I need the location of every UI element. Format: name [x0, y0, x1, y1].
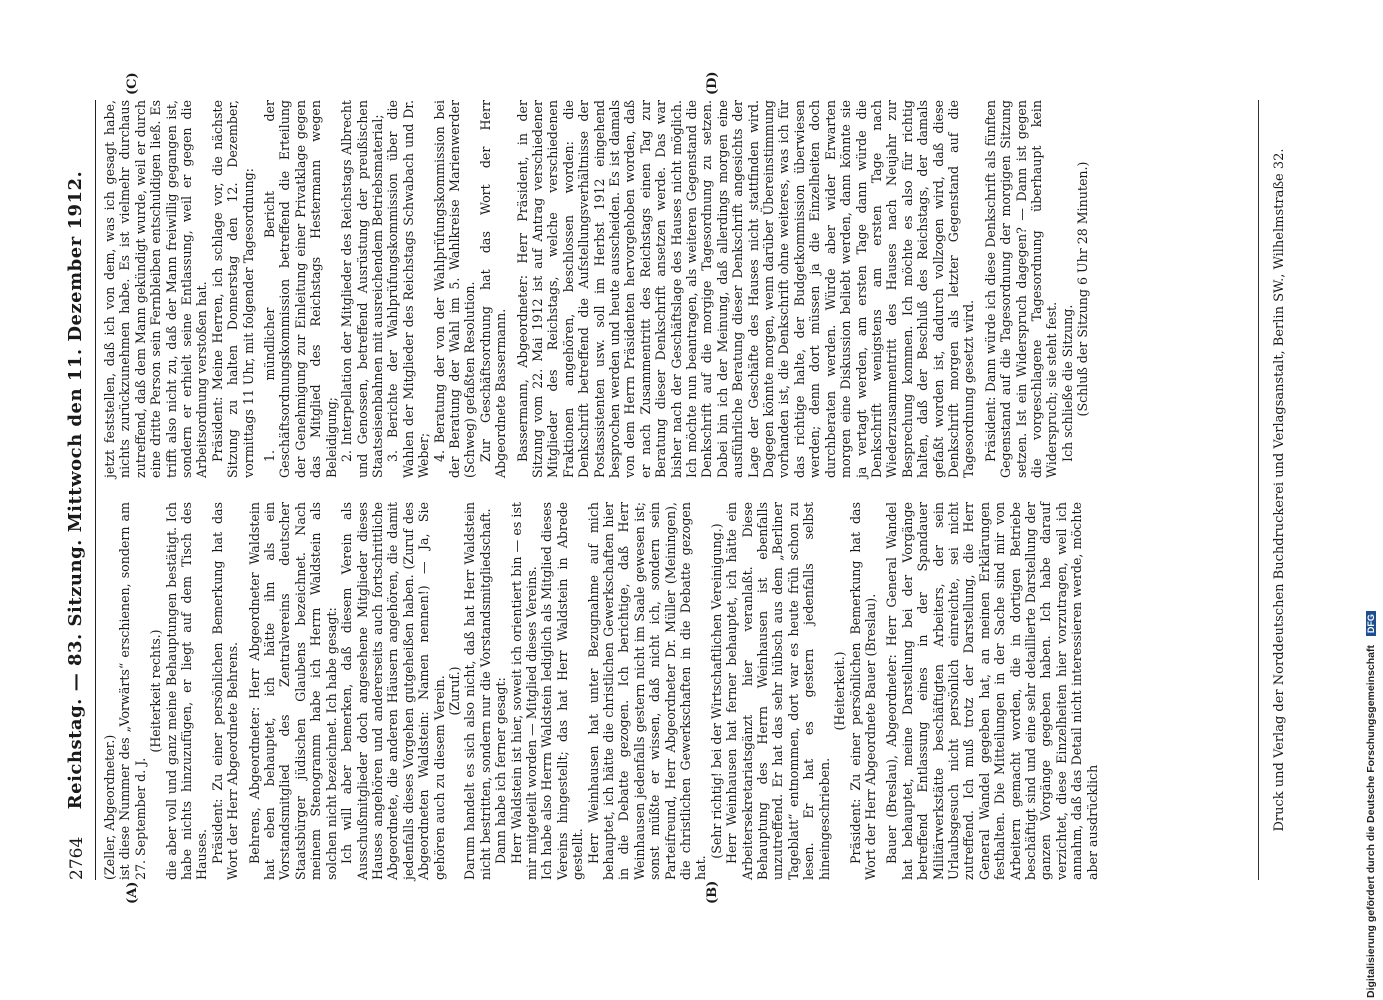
page-header	[65, 100, 96, 880]
digitization-credit	[1365, 8, 1383, 998]
paragraph: Zur Geschäftsordnung hat das Wort der Herr Abgeordnete Bassermann.	[477, 100, 509, 478]
paragraph: die aber voll und ganz meine Behauptungen bestätigt. Ich habe nichts hinzuzufügen, er liegt auf dem Tisch des Hauses.	[163, 502, 210, 880]
paragraph: Behrens, Abgeordneter: Herr Abgeordneter Waldstein hat eben behauptet, ich hätte ihn als ein Vorstandsmitglied des Zentralvereins deutscher Staatsbürger jüdischen Glaubens bezeichnet. Nach meinem Stenogramm habe ich Herrn Waldstein als solchen nicht bezeichnet. Ich habe gesagt:	[246, 502, 339, 880]
paragraph: 4. Beratung der von der Wahlprüfungskommission bei der Beratung der Wahl im 5. Wahlkreise Marienwerder (Schweg) gefaßten Resolution.	[431, 100, 478, 478]
paragraph: Darum handelt es sich also nicht, daß hat Herr Waldstein nicht bestritten, sondern nur die Vorstandsmitgliedschaft.	[462, 502, 493, 880]
paragraph: (Heiterkeit.)	[832, 651, 848, 731]
paragraph: Herr Weinhausen hat unter Bezugnahme auf mich behauptet, ich hätte die christlichen Gewerkschaften hier in die Debatte gezogen. Ich berichtige, daß Herr Weinhausen jedenfalls gestern nicht im Saale gewesen ist; sonst müßte er wissen, daß nicht ich, sondern sein Parteifreund, Herr Abgeordneter Dr. Müller (Meiningen), die christlichen Gewerkschaften in die Debatte gezogen hat.	[585, 502, 709, 880]
left-text-column	[102, 502, 1100, 880]
paragraph: (Heiterkeit rechts.)	[148, 629, 164, 753]
footer-rule	[1258, 100, 1259, 880]
paragraph: Präsident: Zu einer persönlichen Bemerkung hat das Wort der Herr Abgeordnete Behrens.	[209, 502, 241, 880]
paragraph: Ich schließe die Sitzung.	[1059, 304, 1075, 462]
paragraph: Ich will aber bemerken, daß diesem Verein als Ausschußmitglieder doch angesehene Mitglieder dieses Hauses angehören und andererseits auch fortschrittliche Abgeordnete, die anderen Häusern angehören, die damit jedenfalls dieses Vorgehen gutgeheißen haben. (Zuruf des Abgeordneten Waldstein: Namen nennen!) — Ja, Sie gehören auch zu diesem Verein.	[339, 502, 447, 880]
margin-label-a: (A)	[125, 881, 140, 904]
right-text-column	[102, 100, 1091, 478]
credit-text: Digitalisierung gefördert durch die Deutsche Forschungsgemeinschaft	[1365, 645, 1377, 998]
margin-label-b: (B)	[705, 880, 720, 904]
paragraph: Präsident: Dann würde ich diese Denkschrift als fünften Gegenstand auf die Tagesordnung der morgigen Sitzung setzen. Ist ein Widerspruch dagegen? — Dann ist gegen die vorgeschlagene Tagesordnung überhaupt kein Widerspruch; sie steht fest.	[982, 100, 1060, 478]
paragraph: Bauer (Breslau), Abgeordneter: Herr General Wandel hat behauptet, meine Darstellung bei der Vorgänge betreffend Entlassung eines in der Spandauer Militärwerkstätte beschäftigten Arbeiters, der sein Urlaubsgesuch nicht persönlich einreichte, sei nicht zutreffend. Ich muß trotz der Darstellung, die Herr General Wandel gegeben hat, an meinen Erklärungen festhalten. Die Mitteilungen in der Sache sind mir von Arbeitern gemacht worden, die in dortigen Betriebe beschäftigt sind und eine sehr detaillierte Darstellung der ganzen Vorgänge gegeben haben. Ich habe darauf verzichtet, diese Einzelheiten hier vorzutragen, weil ich annahm, daß das Detail nicht interessieren werde, möchte aber ausdrücklich	[884, 502, 1100, 880]
page-number: 2764	[67, 836, 87, 880]
page-title: Reichstag. — 83. Sitzung. Mittwoch den 11. Dezember 1912.	[65, 170, 86, 810]
paragraph: 2. Interpellation der Mitglieder des Reichstags Albrecht und Genossen, betreffend Ausrüstung der preußischen Staatseisenbahnen mit ausreichendem Betriebsmaterial;	[339, 100, 385, 478]
paragraph: 3. Berichte der Wahlprüfungskommission über die Wahlen der Mitglieder des Reichstags Schwabach und Dr. Weber;	[385, 100, 432, 478]
paragraph: Herr Weinhausen hat ferner behauptet, ich hätte ein Arbeitersekretariatsgänzt hier veranlaßt. Diese Behauptung des Herrn Weinhausen ist ebenfalls unzutreffend. Er hat das sehr hübsch aus dem „Berliner Tageblatt“ entnommen, dort war es heute früh schon zu lesen. Er hat es gestern jedenfalls selbst hineingeschrieben.	[724, 502, 832, 880]
paragraph: Dann habe ich ferner gesagt:	[493, 677, 509, 864]
paragraph: jetzt feststellen, daß ich von dem, was ich gesagt habe, nichts zurückzunehmen habe. Es ist vielmehr durchaus zutreffend, daß dem Mann gekündigt wurde, weil er durch eine dritte Person sein Fernbleiben entschuldigen ließ. Es trifft also nicht zu, daß der Mann freiwillig gegangen ist, sondern er erhielt seine Entlassung, weil er gegen die Arbeitsordnung verstoßen hat.	[102, 100, 210, 478]
margin-label-c: (C)	[125, 72, 140, 95]
paragraph: ist diese Nummer des „Vorwärts“ erschienen, sondern am 27. September d. J.	[117, 502, 148, 880]
paragraph: Präsident: Meine Herren, ich schlage vor, die nächste Sitzung zu halten Donnerstag den 12. Dezember, vormittags 11 Uhr, mit folgender Tagesordnung:	[209, 100, 256, 478]
dfg-logo: DFG	[1366, 611, 1376, 636]
paragraph: Präsident: Zu einer persönlichen Bemerkung hat das Wort der Herr Abgeordnete Bauer (Breslau).	[847, 502, 878, 880]
paragraph: (Zeller, Abgeordneter.)	[102, 734, 117, 880]
paragraph: (Sehr richtig! bei der Wirtschaftlichen Vereinigung.)	[708, 523, 724, 859]
paragraph: (Zuruf.)	[446, 666, 462, 716]
paragraph: Ich habe also Herrn Waldstein lediglich als Mitglied dieses Vereins hingestellt; das hat Herr Waldstein in Abrede gestellt.	[539, 502, 586, 880]
paragraph: Herr Waldstein ist hier, soweit ich orientiert bin — es ist mir mitgeteilt worden — Mitglied dieses Vereins.	[508, 502, 539, 880]
paragraph: (Schluß der Sitzung 6 Uhr 28 Minuten.)	[1075, 161, 1091, 417]
paragraph: 1. mündlicher Bericht der Geschäftsordnungskommission betreffend die Erteilung der Genehmigung zur Einleitung einer Privatklage gegen das Mitglied des Reichstags Hestermann wegen Beleidigung;	[262, 100, 339, 478]
margin-label-d: (D)	[705, 71, 720, 95]
paragraph: Bassermann, Abgeordneter: Herr Präsident, in der Sitzung vom 22. Mai 1912 ist auf Antrag verschiedener Mitglieder des Reichstags, welche verschiedenen Fraktionen angehören, beschlossen worden: die Denkschrift betreffend die Aufstellungsverhältnisse der Postassistenten usw. soll im Herbst 1912 eingehend besprochen werden und heute ausscheiden. Es ist damals von dem Herrn Präsidenten hervorgehoben worden, daß er nach Zusammentritt des Reichstags einen Tag zur Beratung dieser Denkschrift ansetzen werde. Das war bisher nach der Geschäftslage des Hauses nicht möglich. Ich möchte nun beantragen, als weiteren Gegenstand die Denkschrift auf die morgige Tagesordnung zu setzen. Dabei bin ich der Meinung, daß allerdings morgen eine ausführliche Beratung dieser Denkschrift angesichts der Lage der Geschäfte des Hauses nicht stattfinden wird. Dagegen könnte morgen, wenn darüber Übereinstimmung vorhanden ist, die Denkschrift ohne weiteres, was ich für das richtige halte, der Budgetkommission überwiesen werden; denn dort müssen ja die Einzelheiten doch durchberaten werden. Würde aber wider Erwarten morgen eine Diskussion beliebt werden, dann könnte sie ja vertagt werden, am ersten Tage dann würde die Denkschrift wenigstens am ersten Tage nach Wiederzusammentritt des Hauses nach Neujahr zur Besprechung kommen. Ich möchte es also für richtig halten, daß der Beschluß des Reichstags, der damals gefaßt worden ist, dadurch vollzogen wird, daß diese Denkschrift morgen als letzter Gegenstand auf die Tagesordnung gesetzt wird.	[514, 100, 977, 478]
imprint-footer: Druck und Verlag der Norddeutschen Buchdruckerei und Verlagsanstalt, Berlin SW., Wilhelmstraße 32.	[1272, 148, 1287, 832]
